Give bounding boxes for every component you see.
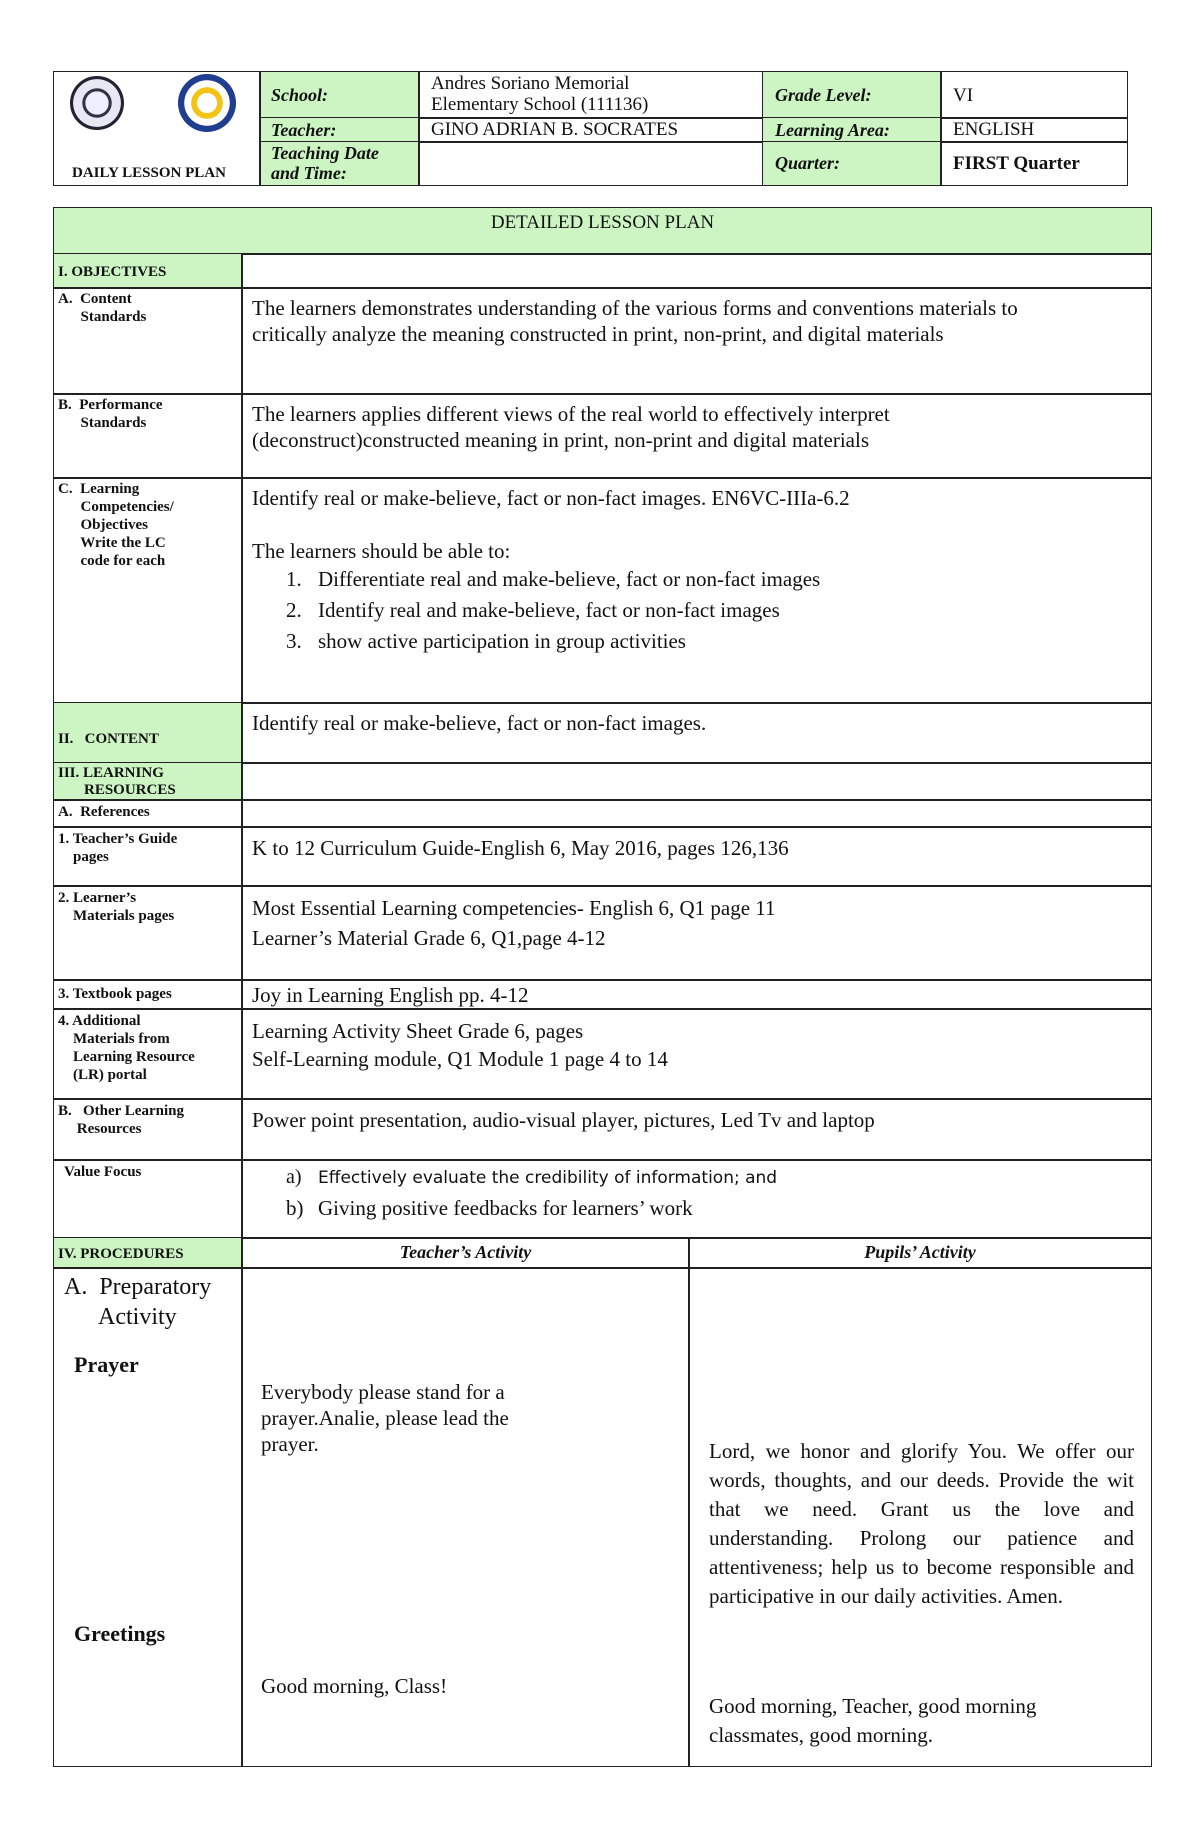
objective-text: Differentiate real and make-believe, fact or non-fact images	[318, 567, 821, 591]
date-label-cell	[260, 141, 420, 186]
teacher-col-header: Teacher’s Activity	[399, 1242, 532, 1262]
other-label: B. Other Learning Resources	[58, 1103, 184, 1137]
school-value-line1: Andres Soriano Memorial	[431, 73, 630, 94]
pupil-col-cell	[688, 1237, 1152, 1269]
value-num: a)	[286, 1166, 302, 1188]
lm-text-2: Learner’s Material Grade 6, Q1,page 4-12	[252, 926, 606, 950]
add-text-2: Self-Learning module, Q1 Module 1 page 4 to 14	[252, 1047, 668, 1071]
header-logo-cell	[53, 71, 260, 186]
procedures-heading-cell	[53, 1237, 243, 1269]
teacher-activity-cell	[241, 1267, 690, 1767]
teacher-value-cell	[418, 117, 764, 143]
prayer-label: Prayer	[74, 1352, 139, 1377]
objective-item	[286, 628, 820, 654]
plan-title-bar	[53, 207, 1152, 255]
content-label: II. CONTENT	[58, 731, 159, 747]
content-cell	[241, 702, 1152, 764]
procedure-label-cell	[53, 1267, 243, 1767]
pupil-greeting-text: Good morning, Teacher, good morning classmates, good morning.	[709, 1694, 1037, 1747]
tg-label: 1. Teacher’s Guide pages	[58, 831, 178, 865]
tb-cell	[241, 979, 1152, 1010]
value-num: b)	[286, 1196, 304, 1220]
area-label-cell	[762, 117, 942, 143]
division-seal-icon	[178, 74, 236, 132]
resources-heading-blank	[241, 762, 1152, 801]
quarter-value-cell	[940, 141, 1128, 186]
add-label: 4. Additional Materials from Learning Resource (LR) portal	[58, 1013, 195, 1083]
resources-heading-2: RESOURCES	[84, 782, 176, 798]
area-value-cell	[940, 117, 1128, 143]
value-item	[286, 1195, 777, 1221]
performance-standards-label-cell	[53, 393, 243, 479]
plan-title: DETAILED LESSON PLAN	[490, 212, 715, 233]
value-text: Giving positive feedbacks for learners’ work	[318, 1196, 693, 1220]
school-label-cell	[260, 71, 420, 119]
prep-heading-2: Activity	[98, 1304, 177, 1330]
value-cell	[241, 1159, 1152, 1239]
quarter-value: FIRST Quarter	[953, 153, 1080, 174]
content-standards-label: A. Content Standards	[58, 291, 147, 325]
performance-standards-label: B. Performance Standards	[58, 397, 163, 431]
other-label-cell	[53, 1098, 243, 1161]
objectives-heading-blank	[241, 253, 1152, 289]
lm-cell	[241, 885, 1152, 981]
dlp-label: DAILY LESSON PLAN	[72, 165, 226, 181]
competencies-label: C. Learning Competencies/ Objectives Write the LC code for each	[58, 481, 174, 569]
value-label: Value Focus	[64, 1164, 142, 1180]
tg-text: K to 12 Curriculum Guide-English 6, May 2016, pages 126,136	[252, 836, 789, 860]
add-label-cell	[53, 1008, 243, 1100]
references-label-cell	[53, 799, 243, 828]
teacher-label: Teacher:	[271, 120, 337, 140]
add-text-1: Learning Activity Sheet Grade 6, pages	[252, 1019, 584, 1043]
area-value: ENGLISH	[953, 119, 1035, 140]
performance-standards-text: The learners applies different views of the real world to effectively interpret (deconstruct)constructed meaning in print, non-print and digital materials	[252, 402, 890, 452]
add-cell	[241, 1008, 1152, 1100]
teacher-col-cell	[241, 1237, 690, 1269]
quarter-label: Quarter:	[775, 153, 841, 173]
school-value-line2: Elementary School (111136)	[431, 94, 649, 115]
pupil-prayer-text: Lord, we honor and glorify You. We offer our words, thoughts, and our deeds. Provide the wit that we need. Grant us the love and understanding. Prolong our patience and attentiveness; help us to become responsible and participative in our daily activities. Amen.	[709, 1439, 1134, 1608]
value-text: Effectively evaluate the credibility of information; and	[318, 1168, 778, 1188]
date-label-1: Teaching Date	[271, 143, 379, 163]
resources-heading-cell	[53, 762, 243, 801]
able-text: The learners should be able to:	[252, 539, 511, 563]
tg-label-cell	[53, 826, 243, 887]
references-blank	[241, 799, 1152, 828]
objectives-heading-cell	[53, 253, 243, 289]
objectives-heading: I. OBJECTIVES	[58, 264, 167, 280]
competencies-label-cell	[53, 477, 243, 704]
value-item	[286, 1164, 777, 1191]
objective-num: 1.	[286, 567, 302, 591]
prep-heading-1: A. Preparatory	[64, 1274, 212, 1300]
grade-label: Grade Level:	[775, 85, 872, 105]
school-label: School:	[271, 85, 329, 105]
procedures-heading: IV. PROCEDURES	[58, 1246, 184, 1262]
tb-text: Joy in Learning English pp. 4-12	[252, 983, 529, 1007]
greetings-label: Greetings	[74, 1621, 166, 1646]
other-text: Power point presentation, audio-visual player, pictures, Led Tv and laptop	[252, 1108, 875, 1132]
objective-text: Identify real and make-believe, fact or non-fact images	[318, 598, 780, 622]
grade-value-cell	[940, 71, 1128, 119]
content-text: Identify real or make-believe, fact or non-fact images.	[252, 711, 707, 735]
teacher-greeting-text: Good morning, Class!	[261, 1674, 448, 1698]
grade-value: VI	[953, 85, 974, 106]
performance-standards-cell	[241, 393, 1152, 479]
pupil-activity-cell	[688, 1267, 1152, 1767]
lm-text-1: Most Essential Learning competencies- English 6, Q1 page 11	[252, 896, 776, 920]
objective-list	[286, 566, 820, 654]
tb-label-cell	[53, 979, 243, 1010]
tg-cell	[241, 826, 1152, 887]
objective-num: 3.	[286, 629, 302, 653]
teacher-prayer-text: Everybody please stand for a prayer.Analie, please lead the prayer.	[261, 1380, 509, 1456]
area-label: Learning Area:	[775, 120, 890, 140]
content-label-cell	[53, 702, 243, 764]
date-value-cell	[418, 141, 764, 186]
content-standards-text: The learners demonstrates understanding of the various forms and conventions materials to critically analyze the meaning constructed in print, non-print, and digital materials	[252, 296, 1018, 346]
competencies-cell	[241, 477, 1152, 704]
school-value-cell	[418, 71, 764, 119]
grade-label-cell	[762, 71, 942, 119]
other-cell	[241, 1098, 1152, 1161]
objective-item	[286, 566, 820, 592]
content-standards-cell	[241, 287, 1152, 395]
resources-heading-1: III. LEARNING	[58, 765, 164, 781]
quarter-label-cell	[762, 141, 942, 186]
objective-text: show active participation in group activities	[318, 629, 686, 653]
lm-label: 2. Learner’s Materials pages	[58, 890, 175, 924]
teacher-value: GINO ADRIAN B. SOCRATES	[431, 119, 679, 140]
value-list	[286, 1164, 777, 1221]
references-label: A. References	[58, 804, 150, 820]
tb-label: 3. Textbook pages	[58, 986, 172, 1002]
pupil-col-header: Pupils’ Activity	[864, 1242, 976, 1262]
objective-item	[286, 597, 820, 623]
deped-seal-icon	[70, 76, 124, 130]
competency-text: Identify real or make-believe, fact or non-fact images. EN6VC-IIIa-6.2	[252, 486, 850, 510]
value-label-cell	[53, 1159, 243, 1239]
lm-label-cell	[53, 885, 243, 981]
date-label-2: and Time:	[271, 163, 347, 183]
objective-num: 2.	[286, 598, 302, 622]
teacher-label-cell	[260, 117, 420, 143]
content-standards-label-cell	[53, 287, 243, 395]
